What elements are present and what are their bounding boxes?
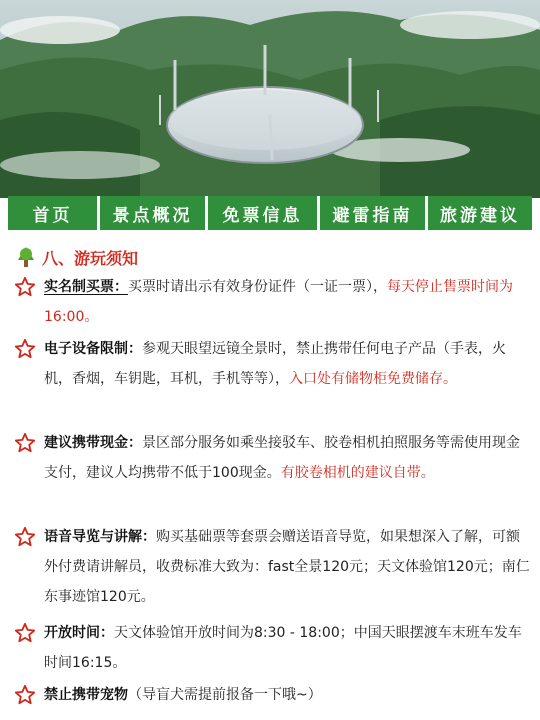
tip-key: 禁止携带宠物 [44, 687, 128, 703]
tip-text [44, 334, 530, 394]
tip-highlight: 有胶卷相机的建议自带。 [280, 465, 435, 481]
tip-body: 购买基础票等套票会赠送语音导览，如果想深入了解，可额外付费请讲解员，收费标准大致为：fast全景120元；天文体验馆120元；南仁东事迹馆120元。 [44, 529, 530, 605]
star-icon [14, 276, 36, 298]
tip-body: 买票时请出示有效身份证件（一证一票）， [128, 279, 387, 295]
nav-item-pitfall-guide[interactable]: 避雷指南 [320, 196, 428, 230]
star-icon [14, 622, 36, 644]
tip-key: 电子设备限制： [44, 341, 142, 357]
star-icon [14, 338, 36, 360]
tip-body: 参观天眼望远镜全景时，禁止携带任何电子产品（手表，火机，香烟，车钥匙，耳机，手机等等）， [44, 341, 506, 387]
tree-icon [14, 245, 38, 269]
tip-text [44, 428, 530, 488]
tip-item [14, 522, 530, 612]
hero-photo [0, 0, 540, 198]
tip-item [14, 334, 530, 394]
tip-text [44, 272, 530, 332]
tip-body: 天文体验馆开放时间为8:30 - 18:00；中国天眼摆渡车末班车发车时间16:15。 [44, 625, 522, 671]
tip-item [14, 428, 530, 488]
star-icon [14, 432, 36, 454]
tip-text [44, 522, 530, 612]
tip-key: 语音导览与讲解： [44, 529, 156, 545]
tip-body: （导盲犬需提前报备一下哦~） [128, 687, 322, 703]
section-title: 八、游玩须知 [42, 248, 139, 268]
tip-item [14, 618, 530, 678]
tip-text [44, 680, 530, 710]
tip-highlight: 每天停止售票时间为16:00。 [44, 279, 513, 325]
content [0, 236, 540, 720]
tip-body: 景区部分服务如乘坐接驳车、胶卷相机拍照服务等需使用现金支付，建议人均携带不低于100现金。 [44, 435, 520, 481]
telescope-landscape-image [0, 0, 540, 198]
nav-item-home[interactable]: 首页 [8, 196, 100, 230]
tip-key: 建议携带现金： [44, 435, 142, 451]
tip-key: 开放时间： [44, 625, 114, 641]
tip-key: 实名制买票： [44, 279, 128, 295]
tip-item [14, 272, 530, 332]
nav-item-overview[interactable]: 景点概况 [100, 196, 208, 230]
tip-highlight: 入口处有储物柜免费储存。 [289, 371, 457, 387]
tip-text [44, 618, 530, 678]
top-nav [8, 196, 532, 230]
star-icon [14, 526, 36, 548]
section-header [14, 242, 138, 272]
nav-item-free-tickets[interactable]: 免票信息 [208, 196, 320, 230]
nav-item-travel-tips[interactable]: 旅游建议 [440, 205, 520, 226]
tip-item [14, 680, 530, 710]
star-icon [14, 684, 36, 706]
